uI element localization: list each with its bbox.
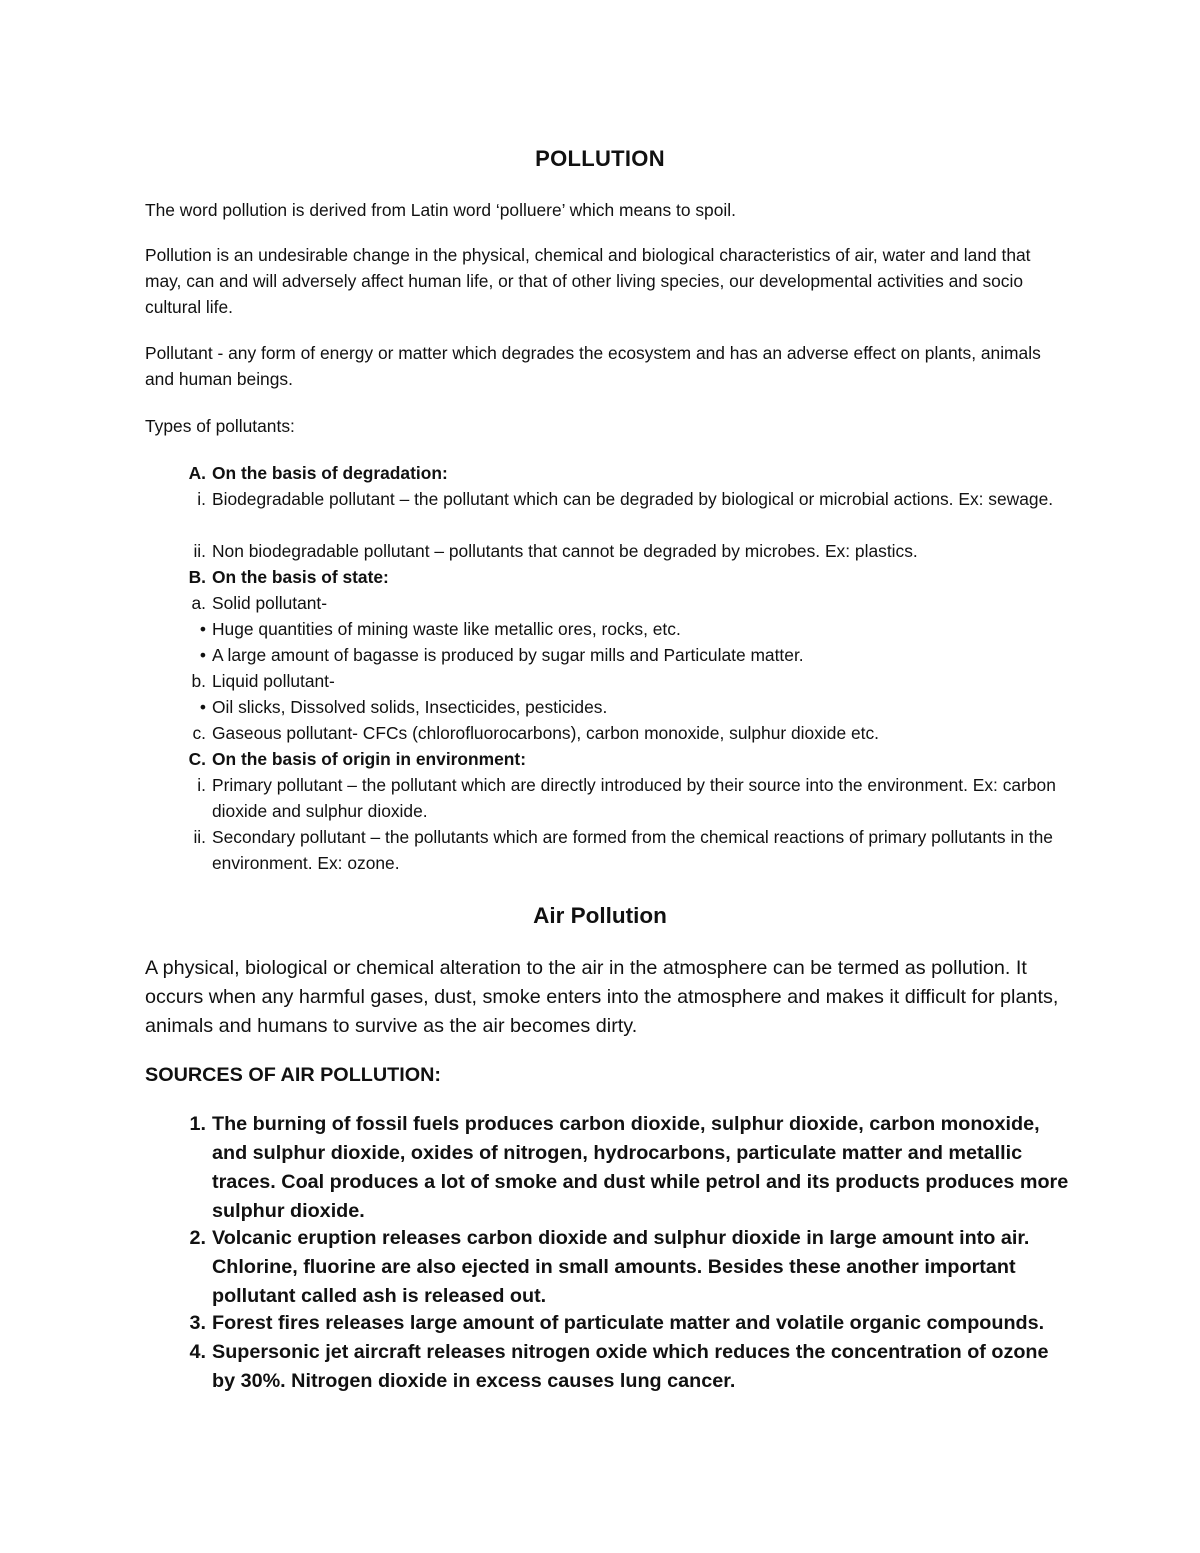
intro-paragraph-1: The word pollution is derived from Latin word ‘polluere’ which means to spoil. [145,200,736,220]
sources-heading: SOURCES OF AIR POLLUTION: [145,1064,441,1086]
list-item-primary: Primary pollutant – the pollutant which are directly introduced by their source into the environment. Ex: carbon dioxide and sulphur dioxide. [212,775,1056,821]
type-heading-degradation: On the basis of degradation: [212,463,448,483]
list-marker: i. [197,489,206,509]
list-marker: b. [191,671,206,691]
list-marker: i. [197,775,206,795]
source-item-supersonic-jets: Supersonic jet aircraft releases nitrogen oxide which reduces the concentration of ozone by 30%. Nitrogen dioxide in excess causes lung cancer. [212,1341,1049,1392]
section-heading-air-pollution: Air Pollution [533,903,667,928]
list-item-non-biodegradable: Non biodegradable pollutant – pollutants that cannot be degraded by microbes. Ex: plastics. [212,541,918,561]
list-item-bagasse: A large amount of bagasse is produced by sugar mills and Particulate matter. [212,645,804,665]
list-marker: C. [188,749,206,769]
list-marker: ii. [193,541,206,561]
list-item-mining-waste: Huge quantities of mining waste like metallic ores, rocks, etc. [212,619,681,639]
source-item-forest-fires: Forest fires releases large amount of particulate matter and volatile organic compounds. [212,1312,1045,1334]
list-item-secondary: Secondary pollutant – the pollutants which are formed from the chemical reactions of primary pollutants in the environment. Ex: ozone. [212,827,1053,873]
bullet-icon: • [199,619,206,639]
list-marker: 3. [189,1312,206,1334]
list-item-liquid: Liquid pollutant- [212,671,335,691]
type-heading-state: On the basis of state: [212,567,389,587]
page-title: POLLUTION [535,146,665,171]
types-heading: Types of pollutants: [145,416,295,436]
list-marker: 4. [189,1341,206,1363]
air-pollution-intro: A physical, biological or chemical alteration to the air in the atmosphere can be termed as pollution. It occurs when any harmful gases, dust, smoke enters into the atmosphere and makes it difficult for plants, animals and humans to survive as the air becomes dirty. [145,957,1059,1037]
list-item-biodegradable: Biodegradable pollutant – the pollutant which can be degraded by biological or microbial actions. Ex: sewage. [212,489,1054,509]
bullet-icon: • [199,645,206,665]
list-marker: 1. [189,1113,206,1135]
list-marker: a. [191,593,206,613]
source-item-fossil-fuels: The burning of fossil fuels produces carbon dioxide, sulphur dioxide, carbon monoxide, and sulphur dioxide, oxides of nitrogen, hydrocarbons, particulate matter and metallic traces. Coal produces a lot of smoke and dust while petrol and its products produces more sulphur dioxide. [212,1113,1069,1222]
list-item-solid: Solid pollutant- [212,593,328,613]
list-item-gaseous: Gaseous pollutant- CFCs (chlorofluorocarbons), carbon monoxide, sulphur dioxide etc. [212,723,879,743]
list-marker: 2. [189,1227,206,1249]
list-marker: c. [192,723,206,743]
type-heading-origin: On the basis of origin in environment: [212,749,527,769]
list-item-oil-slicks: Oil slicks, Dissolved solids, Insecticides, pesticides. [212,697,608,717]
list-marker: ii. [193,827,206,847]
intro-paragraph-2: Pollution is an undesirable change in the physical, chemical and biological characteristics of air, water and land that may, can and will adversely affect human life, or that of other living species, our developmental activities and socio cultural life. [145,245,1031,317]
bullet-icon: • [199,697,206,717]
source-item-volcanic: Volcanic eruption releases carbon dioxide and sulphur dioxide in large amount into air. Chlorine, fluorine are also ejected in small amounts. Besides these another important pollutant called ash is released out. [212,1227,1030,1307]
list-marker: A. [188,463,206,483]
list-marker: B. [188,567,206,587]
pollutant-definition: Pollutant - any form of energy or matter which degrades the ecosystem and has an adverse effect on plants, animals and human beings. [145,343,1041,389]
